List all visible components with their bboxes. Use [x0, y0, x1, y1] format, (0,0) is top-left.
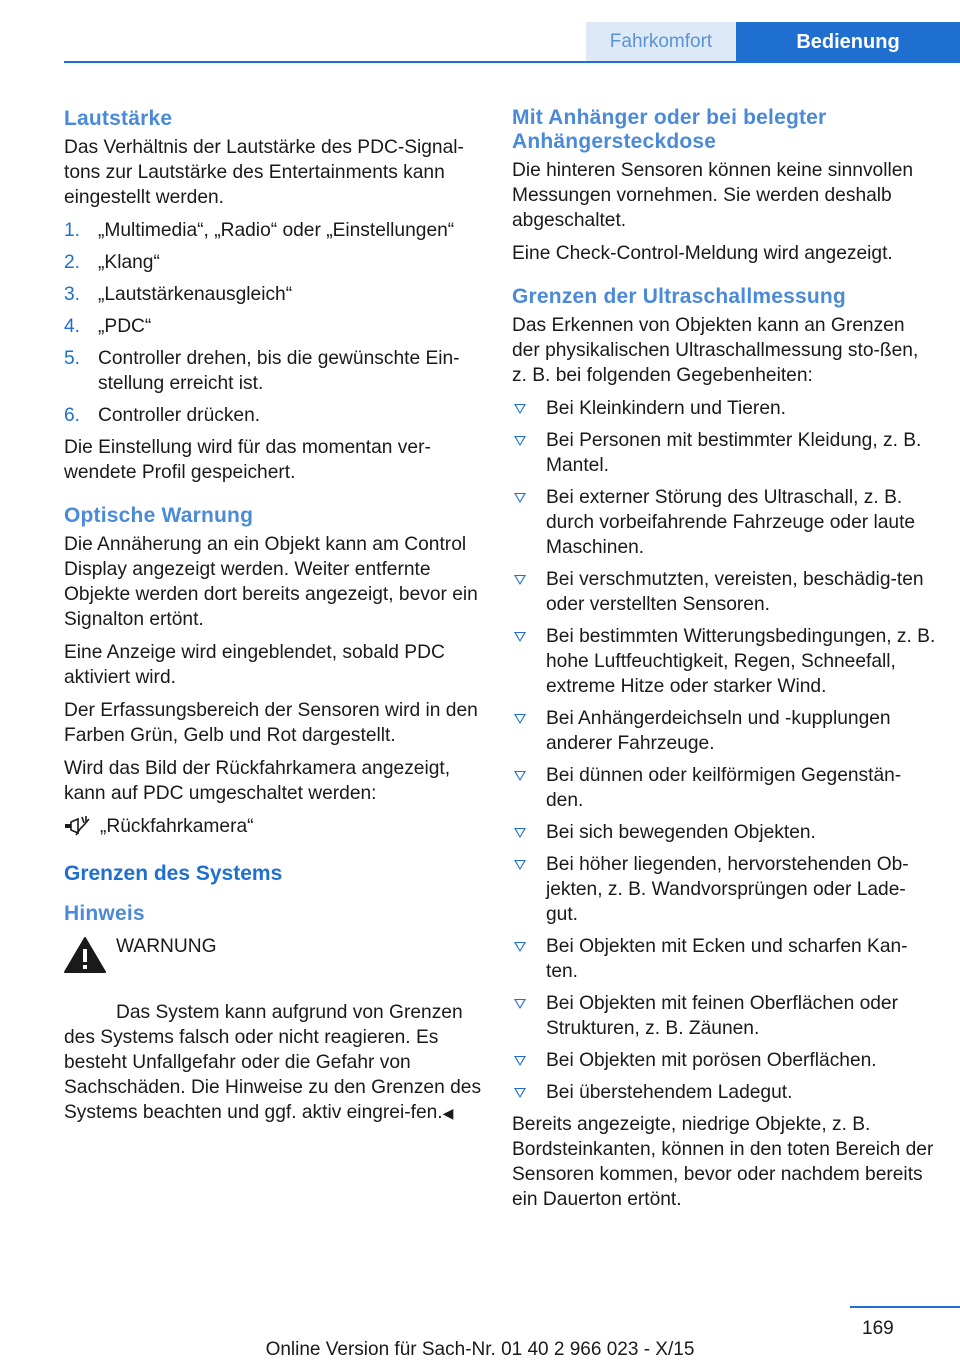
step-number: 6.: [64, 405, 81, 426]
end-mark-icon: ◀: [442, 1105, 454, 1121]
condition-item: [512, 1048, 936, 1073]
conditions-list: [512, 396, 936, 1105]
triangle-bullet-icon: [514, 436, 526, 446]
tab-fahrkomfort[interactable]: Fahrkomfort: [586, 22, 736, 62]
warning-triangle-icon: [64, 936, 106, 974]
ultraschall-intro: Das Erkennen von Objekten kann an Grenzen der physikalischen Ultraschallmessung sto-ßen, z. B. bei folgenden Gegebenheiten:: [512, 315, 919, 386]
header-divider: [64, 61, 960, 63]
camera-label: „Rückfahrkamera“: [100, 816, 254, 837]
step-item: [64, 282, 484, 307]
condition-text: Bei Objekten mit Ecken und scharfen Kan-ten.: [546, 936, 908, 982]
triangle-bullet-icon: [514, 632, 526, 642]
step-item: [64, 314, 484, 339]
condition-text: Bei Objekten mit feinen Oberflächen oder Strukturen, z. B. Zäunen.: [546, 993, 898, 1039]
triangle-bullet-icon: [514, 942, 526, 952]
profile-text: Die Einstellung wird für das momentan ver-wendete Profil gespeichert.: [64, 437, 431, 483]
condition-item: [512, 991, 936, 1041]
rear-camera-icon: [64, 815, 92, 837]
closing-text: Bereits angezeigte, niedrige Objekte, z. B. Bordsteinkanten, können in den toten Bereich der Sensoren kommen, bevor oder nachdem bereits ein Dauerton ertönt.: [512, 1114, 934, 1210]
triangle-bullet-icon: [514, 1088, 526, 1098]
condition-text: Bei überstehendem Ladegut.: [546, 1082, 793, 1103]
triangle-bullet-icon: [514, 714, 526, 724]
warning-title: WARNUNG: [116, 936, 217, 957]
step-item: [64, 403, 484, 428]
step-text: „Multimedia“, „Radio“ oder „Einstellungen“: [98, 220, 455, 241]
condition-text: Bei bestimmten Witterungsbedingungen, z. B. hohe Luftfeuchtigkeit, Regen, Schneefall, extreme Hitze oder starker Wind.: [546, 626, 936, 697]
page-number: 169: [862, 1318, 894, 1339]
condition-item: [512, 567, 936, 617]
optische-text-3: Der Erfassungsbereich der Sensoren wird in den Farben Grün, Gelb und Rot dargestellt.: [64, 700, 478, 746]
warning-block: [64, 934, 484, 994]
step-text: Controller drehen, bis die gewünschte Ein-stellung erreicht ist.: [98, 348, 460, 394]
optische-warnung-heading: Optische Warnung: [64, 504, 254, 527]
condition-text: Bei Personen mit bestimmter Kleidung, z. B. Mantel.: [546, 430, 922, 476]
condition-text: Bei externer Störung des Ultraschall, z. B. durch vorbeifahrende Fahrzeuge oder laute Maschinen.: [546, 487, 916, 558]
condition-item: [512, 820, 936, 845]
online-version-note: Online Version für Sach-Nr. 01 40 2 966 023 - X/15: [265, 1339, 695, 1360]
triangle-bullet-icon: [514, 860, 526, 870]
triangle-bullet-icon: [514, 771, 526, 781]
triangle-bullet-icon: [514, 404, 526, 414]
optische-text-2: Eine Anzeige wird eingeblendet, sobald PDC aktiviert wird.: [64, 642, 445, 688]
step-item: [64, 250, 484, 275]
condition-text: Bei höher liegenden, hervorstehenden Ob-jekten, z. B. Wandvorsprüngen oder Lade-gut.: [546, 854, 909, 925]
grenzen-des-systems-heading: Grenzen des Systems: [64, 862, 283, 885]
optische-text-4: Wird das Bild der Rückfahrkamera angezeigt, kann auf PDC umgeschaltet werden:: [64, 758, 451, 804]
condition-item: [512, 1080, 936, 1105]
camera-menu-item: [64, 814, 484, 839]
condition-item: [512, 852, 936, 927]
condition-text: Bei sich bewegenden Objekten.: [546, 822, 816, 843]
condition-text: Bei Objekten mit porösen Oberflächen.: [546, 1050, 877, 1071]
condition-item: [512, 624, 936, 699]
anhaenger-heading: Mit Anhänger oder bei belegter Anhängersteckdose: [512, 106, 827, 153]
lautstaerke-heading: Lautstärke: [64, 107, 173, 130]
step-number: 3.: [64, 284, 81, 305]
condition-item: [512, 934, 936, 984]
triangle-bullet-icon: [514, 828, 526, 838]
optische-text-1: Die Annäherung an ein Objekt kann am Control Display angezeigt werden. Weiter entfernte Objekte werden dort bereits angezeigt, bevor ein Signalton ertönt.: [64, 534, 478, 630]
step-text: „Klang“: [98, 252, 160, 273]
triangle-bullet-icon: [514, 999, 526, 1009]
condition-text: Bei verschmutzten, vereisten, beschädig-ten oder verstellten Sensoren.: [546, 569, 924, 615]
condition-item: [512, 706, 936, 756]
condition-text: Bei dünnen oder keilförmigen Gegenstän-den.: [546, 765, 902, 811]
step-number: 4.: [64, 316, 81, 337]
footer-divider: [850, 1306, 960, 1308]
triangle-bullet-icon: [514, 575, 526, 585]
anhaenger-text-1: Die hinteren Sensoren können keine sinnvollen Messungen vornehmen. Sie werden deshalb abgeschaltet.: [512, 160, 914, 231]
ultraschall-heading: Grenzen der Ultraschallmessung: [512, 285, 846, 308]
step-item: [64, 218, 484, 243]
triangle-bullet-icon: [514, 1056, 526, 1066]
steps-list: [64, 218, 484, 428]
tab-bedienung[interactable]: Bedienung: [736, 22, 960, 62]
condition-item: [512, 485, 936, 560]
triangle-bullet-icon: [514, 493, 526, 503]
condition-item: [512, 763, 936, 813]
condition-item: [512, 396, 936, 421]
step-text: „PDC“: [98, 316, 152, 337]
condition-text: Bei Kleinkindern und Tieren.: [546, 398, 786, 419]
anhaenger-text-2: Eine Check-Control-Meldung wird angezeigt.: [512, 243, 893, 264]
step-item: [64, 346, 484, 396]
step-number: 2.: [64, 252, 81, 273]
condition-item: [512, 428, 936, 478]
warning-text: [64, 1000, 484, 1126]
condition-text: Bei Anhängerdeichseln und -kupplungen anderer Fahrzeuge.: [546, 708, 891, 754]
step-number: 1.: [64, 220, 81, 241]
step-text: „Lautstärkenausgleich“: [98, 284, 293, 305]
step-number: 5.: [64, 348, 81, 369]
left-column: [64, 96, 484, 1126]
right-column: [512, 96, 936, 1220]
hinweis-heading: Hinweis: [64, 902, 145, 925]
step-text: Controller drücken.: [98, 405, 261, 426]
lautstaerke-text: Das Verhältnis der Lautstärke des PDC-Signal-tons zur Lautstärke des Entertainments kann eingestellt werden.: [64, 137, 464, 208]
warning-text-body: Das System kann aufgrund von Grenzen des Systems falsch oder nicht reagieren. Es besteht Unfallgefahr oder die Gefahr von Sachschäden. Die Hinweise zu den Grenzen des Systems beachten und ggf. aktiv eingrei-fen.: [64, 1002, 482, 1123]
